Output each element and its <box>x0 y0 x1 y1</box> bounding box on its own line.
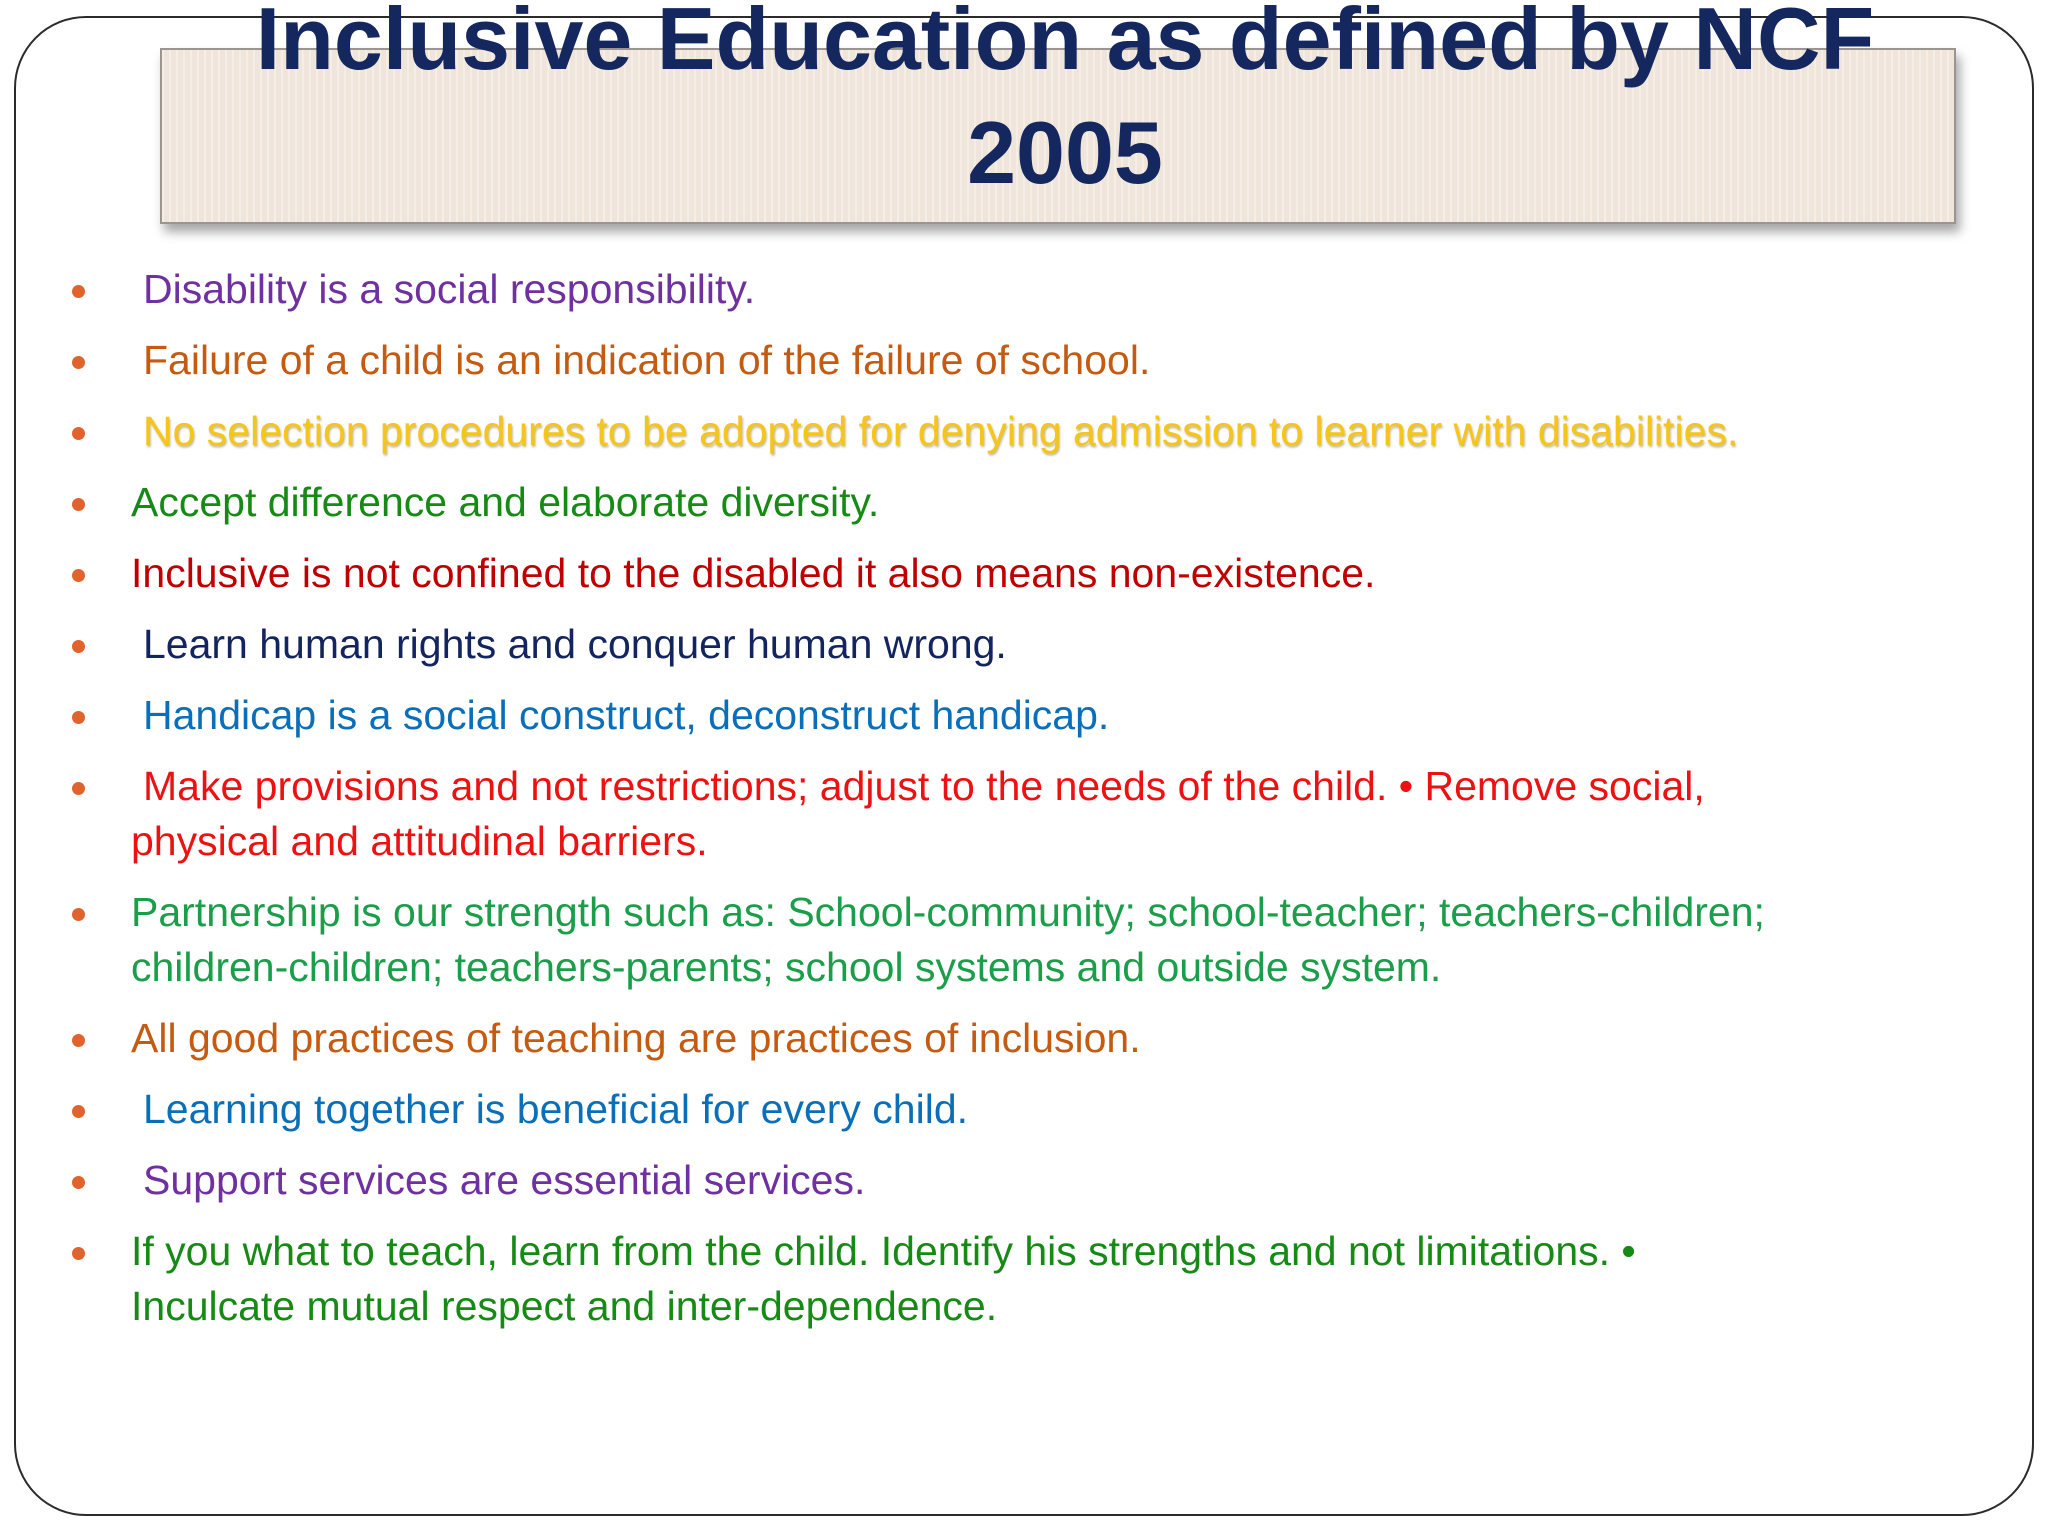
bullet-item-5 <box>0 546 2048 601</box>
slide-title-line-1: Inclusive Education as defined by NCF <box>255 0 1875 88</box>
bullet-dot-icon <box>72 498 85 511</box>
bullet-text: Learn human rights and conquer human wrong. <box>143 621 1007 667</box>
bullet-item-12 <box>0 1153 2048 1208</box>
bullet-item-7 <box>0 688 2048 743</box>
bullet-dot-icon <box>72 1247 85 1260</box>
bullet-text: All good practices of teaching are practices of inclusion. <box>131 1015 1141 1061</box>
bullet-text: Accept difference and elaborate diversity. <box>131 479 880 525</box>
bullet-text: Failure of a child is an indication of the failure of school. <box>143 337 1151 383</box>
bullet-item-13 <box>0 1224 2048 1334</box>
bullet-dot-icon <box>72 1034 85 1047</box>
slide-title-line-2: 2005 <box>967 103 1163 202</box>
bullet-dot-icon <box>72 285 85 298</box>
bullet-text: Handicap is a social construct, deconstruct handicap. <box>143 692 1110 738</box>
bullet-text: Inclusive is not confined to the disabled it also means non-existence. <box>131 550 1376 596</box>
bullet-text-continued: Inculcate mutual respect and inter-dependence. <box>131 1283 998 1329</box>
bullet-dot-icon <box>72 1176 85 1189</box>
slide-title <box>140 0 1990 210</box>
bullet-item-10 <box>0 1011 2048 1066</box>
bullet-dot-icon <box>72 1105 85 1118</box>
bullet-item-9 <box>0 885 2048 995</box>
bullet-item-1 <box>0 262 2048 317</box>
bullet-list <box>0 262 2048 1350</box>
bullet-item-6 <box>0 617 2048 672</box>
bullet-text-continued: children-children; teachers-parents; school systems and outside system. <box>131 944 1442 990</box>
bullet-dot-icon <box>72 640 85 653</box>
bullet-dot-icon <box>72 782 85 795</box>
bullet-text-continued: physical and attitudinal barriers. <box>131 818 708 864</box>
bullet-text: Disability is a social responsibility. <box>143 266 756 312</box>
bullet-text: Partnership is our strength such as: School-community; school-teacher; teachers-children; <box>131 889 1765 935</box>
bullet-dot-icon <box>72 908 85 921</box>
bullet-dot-icon <box>72 427 85 440</box>
bullet-dot-icon <box>72 711 85 724</box>
bullet-text: If you what to teach, learn from the child. Identify his strengths and not limitations. • <box>131 1228 1636 1274</box>
bullet-dot-icon <box>72 569 85 582</box>
bullet-item-4 <box>0 475 2048 530</box>
bullet-item-11 <box>0 1082 2048 1137</box>
bullet-item-3 <box>0 404 2048 459</box>
bullet-item-8 <box>0 759 2048 869</box>
bullet-item-2 <box>0 333 2048 388</box>
bullet-text: No selection procedures to be adopted for denying admission to learner with disabilities. <box>143 408 1739 454</box>
bullet-text: Support services are essential services. <box>143 1157 866 1203</box>
bullet-text: Learning together is beneficial for every child. <box>143 1086 969 1132</box>
bullet-dot-icon <box>72 356 85 369</box>
bullet-text: Make provisions and not restrictions; adjust to the needs of the child. • Remove social, <box>143 763 1705 809</box>
